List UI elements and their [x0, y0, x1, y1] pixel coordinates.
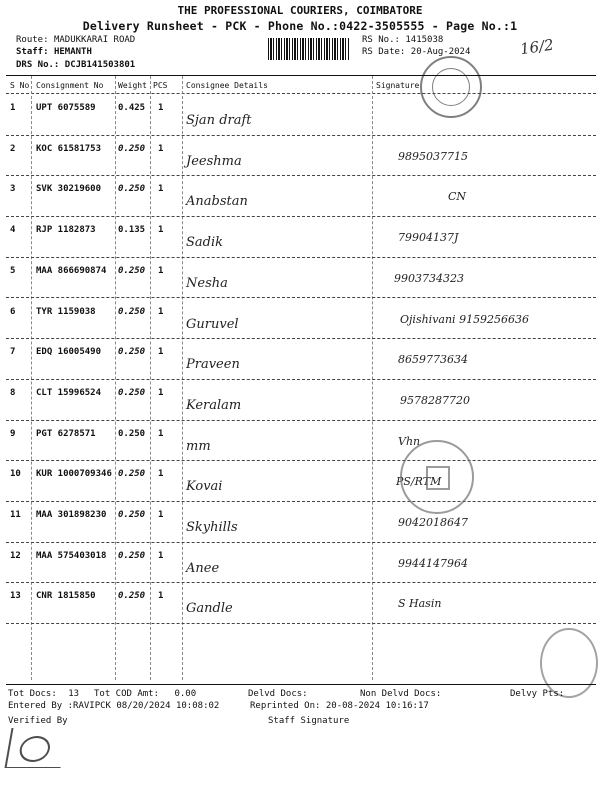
table-row [6, 136, 596, 176]
row-consignment-no: RJP 1182873 [36, 225, 96, 236]
staff-label: Staff: [16, 47, 49, 57]
row-consignment-no: TYR 1159038 [36, 306, 96, 317]
row-consignment-no: KOC 61581753 [36, 143, 102, 154]
row-pcs: 1 [158, 428, 164, 439]
row-sno: 7 [10, 347, 16, 358]
consignee-handwriting: Praveen [186, 357, 240, 373]
row-pcs: 1 [158, 265, 164, 276]
route-label: Route: [16, 35, 49, 45]
consignee-handwriting: Sjan draft [186, 113, 252, 128]
consignee-handwriting: Nesha [186, 275, 228, 291]
row-weight: 0.250 [118, 387, 146, 398]
row-sno: 9 [10, 428, 16, 439]
middle-stamp-logo-box [426, 466, 450, 490]
table-row [6, 380, 596, 420]
consignee-handwriting: Skyhills [186, 520, 238, 535]
row-consignment-no: SVK 30219600 [36, 184, 102, 195]
receiver-signature: S Hasin [398, 597, 442, 611]
rs-no-value: 1415038 [405, 35, 444, 45]
row-consignment-no: CLT 15996524 [36, 387, 102, 398]
delvd-docs-label: Delvd Docs: [248, 689, 308, 699]
delvy-pts-label: Delvy Pts: [510, 689, 565, 699]
non-delvd-docs-label: Non Delvd Docs: [360, 689, 442, 699]
rs-date-value: 20-Aug-2024 [410, 47, 471, 57]
table-row [6, 543, 596, 583]
col-consignment: Consignment No [36, 81, 104, 90]
tot-docs-value: 13 [68, 689, 80, 699]
row-pcs: 1 [158, 550, 164, 561]
row-divider [6, 623, 596, 624]
row-weight: 0.250 [118, 306, 146, 317]
barcode [268, 38, 350, 60]
reprinted-on: Reprinted On: 20-08-2024 10:16:17 [250, 701, 429, 711]
row-pcs: 1 [158, 143, 164, 154]
row-pcs: 1 [158, 306, 164, 317]
table-row [6, 339, 596, 379]
row-sno: 4 [10, 225, 16, 236]
table-row [6, 95, 596, 135]
row-pcs: 1 [158, 510, 164, 520]
receiver-signature: 9944147964 [398, 556, 468, 570]
row-consignment-no: MAA 575403018 [36, 550, 107, 561]
receiver-signature: 9895037715 [398, 149, 468, 163]
footer-rule [6, 684, 596, 685]
receiver-signature: Vhn [398, 434, 421, 448]
row-weight: 0.250 [118, 550, 146, 561]
receiver-signature: 9903734323 [394, 271, 464, 285]
consignee-handwriting: Gandle [186, 601, 233, 617]
consignee-handwriting: Guruvel [186, 316, 239, 332]
receiver-signature: 9042018647 [398, 516, 468, 529]
tot-cod-label: Tot COD Amt: [94, 689, 160, 699]
route-value: MADUKKARAI ROAD [53, 35, 136, 45]
header-rule [6, 75, 596, 76]
row-consignment-no: CNR 1815850 [36, 591, 96, 602]
row-consignment-no: EDQ 16005490 [36, 347, 102, 358]
tot-docs-label: Tot Docs: [8, 689, 57, 699]
runsheet-title: THE PROFESSIONAL COURIERS, COIMBATORE [177, 4, 423, 17]
row-consignment-no: PGT 6278571 [36, 428, 96, 439]
staff-signature-label: Staff Signature [268, 716, 350, 726]
bottom-rubber-stamp [540, 628, 598, 698]
row-pcs: 1 [158, 184, 164, 195]
consignee-handwriting: mm [186, 438, 211, 454]
row-weight: 0.250 [118, 347, 146, 358]
row-sno: 12 [10, 550, 21, 561]
consignee-handwriting: Kovai [186, 479, 223, 495]
header-bottom-rule [6, 93, 596, 94]
handwritten-page-mark: 16/2 [518, 35, 555, 59]
col-signature: Signature [376, 81, 420, 90]
row-consignment-no: UPT 6075589 [36, 103, 96, 113]
runsheet-subtitle: Delivery Runsheet - PCK - Phone No.:0422-3505555 - Page No.:1 [82, 19, 518, 33]
consignee-handwriting: Jeeshma [186, 153, 242, 169]
table-row [6, 421, 596, 461]
row-weight: 0.250 [118, 510, 146, 520]
row-weight: 0.250 [118, 591, 146, 602]
row-pcs: 1 [158, 103, 164, 113]
drs-value: DCJB141503801 [64, 60, 136, 70]
col-weight: Weight [118, 81, 147, 90]
receiver-signature: 8659773634 [398, 353, 468, 367]
col-sno: S No [10, 81, 30, 90]
row-sno: 5 [10, 265, 16, 276]
route-field [16, 35, 135, 45]
row-weight: 0.250 [118, 428, 146, 439]
staff-value: HEMANTH [53, 47, 92, 57]
row-sno: 13 [10, 591, 21, 602]
receiver-signature: Ojishivani 9159256636 [400, 312, 530, 326]
row-consignment-no: MAA 866690874 [36, 265, 107, 276]
col-consignee: Consignee Details [186, 81, 268, 90]
tot-cod-value: 0.00 [174, 689, 197, 699]
consignee-handwriting: Anee [186, 560, 220, 576]
table-row [6, 217, 596, 257]
table-row [6, 176, 596, 216]
verified-by-label: Verified By [8, 716, 68, 726]
row-sno: 10 [10, 469, 21, 480]
row-sno: 2 [10, 143, 16, 154]
table-row [6, 583, 596, 623]
row-sno: 3 [10, 184, 16, 195]
consignee-handwriting: Keralam [186, 397, 242, 413]
tot-cod [94, 689, 196, 699]
table-row [6, 461, 596, 501]
row-sno: 1 [10, 103, 16, 113]
row-pcs: 1 [158, 225, 164, 236]
row-pcs: 1 [158, 347, 164, 358]
col-pcs: PCS [153, 81, 168, 90]
rs-date-label: RS Date: [362, 47, 406, 57]
rs-no-field [362, 35, 443, 45]
row-pcs: 1 [158, 469, 164, 480]
row-weight: 0.250 [118, 143, 146, 154]
row-weight: 0.250 [118, 469, 146, 480]
receiver-signature: PS/RTM [396, 475, 442, 489]
middle-rubber-stamp [400, 440, 474, 514]
table-row [6, 502, 596, 542]
receiver-signature: 79904137J [398, 231, 459, 245]
row-weight: 0.250 [118, 184, 146, 195]
table-row [6, 258, 596, 298]
consignee-handwriting: Anabstan [186, 194, 248, 210]
entered-by: Entered By :RAVIPCK 08/20/2024 10:08:02 [8, 701, 220, 711]
tot-docs [8, 689, 79, 699]
row-weight: 0.135 [118, 225, 146, 236]
receiver-signature: CN [448, 190, 467, 204]
row-sno: 8 [10, 387, 16, 398]
rs-no-label: RS No.: [362, 35, 400, 45]
staff-field [16, 47, 92, 57]
row-sno: 6 [10, 306, 16, 317]
row-weight: 0.250 [118, 265, 146, 276]
row-consignment-no: MAA 301898230 [36, 510, 107, 520]
table-row [6, 299, 596, 339]
row-consignment-no: KUR 1000709346 [36, 469, 112, 480]
drs-label: DRS No.: [16, 60, 60, 70]
receiver-signature: 9578287720 [400, 393, 470, 407]
drs-field [16, 60, 135, 70]
consignee-handwriting: Sadik [186, 235, 224, 251]
row-weight: 0.425 [118, 103, 146, 113]
row-pcs: 1 [158, 591, 164, 602]
row-pcs: 1 [158, 387, 164, 398]
verifier-signature [4, 728, 67, 768]
row-sno: 11 [10, 510, 21, 520]
